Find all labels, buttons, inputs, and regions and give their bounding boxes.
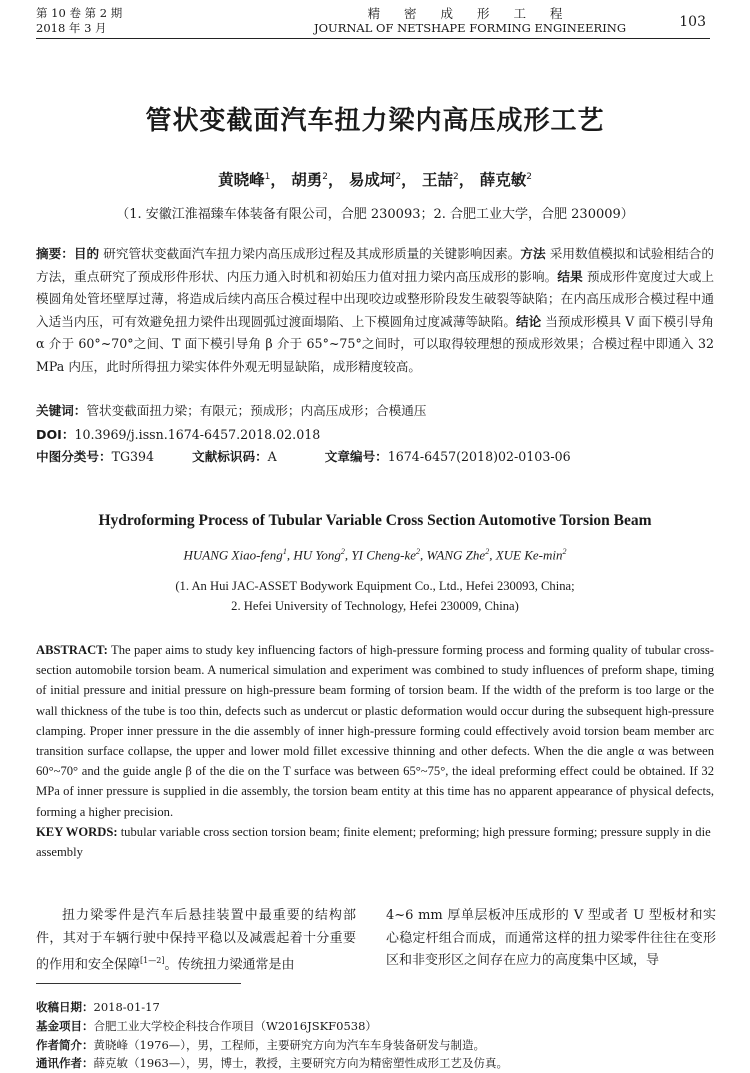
footnote-label: 基金项目： (36, 1019, 94, 1033)
footnote-label: 收稿日期： (36, 1000, 94, 1014)
journal-name-cn: 精 密 成 形 工 程 (367, 6, 573, 21)
author-affil-mark: 2 (340, 547, 345, 556)
affiliation-en-line-1: (1. An Hui JAC-ASSET Bodywork Equipment Co., Ltd., Hefei 230093, China; (175, 579, 575, 593)
keywords-en-label: KEY WORDS: (36, 825, 118, 839)
doc-code-value: A (267, 449, 277, 464)
author-name-en: XUE Ke-min (495, 547, 563, 563)
author-name: 胡勇 (291, 171, 323, 189)
body-text: 。传统扭力梁通常是由 (164, 957, 295, 973)
method-text: 采用数值模拟和试验相结合的方法，重点研究了预成形件形状、内压力通入时机和初始压力值对扭力梁内高压成形的影响。 (36, 246, 715, 284)
footnote-fund (36, 1018, 726, 1034)
author-name-en: HU Yong (293, 547, 341, 563)
footnote-label: 通讯作者： (36, 1056, 94, 1070)
body-text: 扭力梁零件是汽车后悬挂装置中最重要的结构部件，其对于车辆行驶中保持平稳以及减震起着十分重要的作用和安全保障 (36, 908, 356, 973)
citation-ref[interactable]: [1—2] (140, 956, 165, 965)
author-name: 易成坷 (348, 171, 396, 189)
author-name-en: WANG Zhe (426, 547, 486, 563)
clc-label: 中图分类号： (36, 449, 112, 464)
method-label: 方法 (520, 246, 546, 261)
author-affil-mark: 2 (395, 171, 402, 182)
author-affil-mark: 2 (562, 547, 567, 556)
abstract-label: 摘要： (36, 246, 74, 261)
footnote-rule (36, 983, 241, 984)
author-affil-mark: 1 (264, 171, 271, 182)
author-affil-mark: 1 (282, 547, 287, 556)
affiliation-cn: （1. 安徽江淮福臻车体装备有限公司，合肥 230093；2. 合肥工业大学，合肥 230009） (116, 207, 634, 222)
paper-title-en: Hydroforming Process of Tubular Variable Cross Section Automotive Torsion Beam (98, 512, 652, 529)
author-affil-mark: 2 (322, 171, 328, 182)
author-affil-mark: 2 (416, 547, 421, 556)
paper-title-cn: 管状变截面汽车扭力梁内高压成形工艺 (145, 106, 605, 136)
author-name: 薛克敏 (479, 171, 527, 189)
abstract-cn (36, 243, 714, 379)
footnote-text: 薛克敏（1963—），男，博士，教授，主要研究方向为精密塑性成形工艺及仿真。 (93, 1056, 509, 1070)
objective-text: 研究管状变截面汽车扭力梁内高压成形过程及其成形质量的关键影响因素。 (103, 246, 521, 261)
doc-code-label: 文献标识码： (192, 449, 268, 464)
running-header-left (36, 6, 122, 36)
doi-value[interactable]: 10.3969/j.issn.1674-6457.2018.02.018 (74, 427, 321, 442)
article-no-label: 文章编号： (324, 449, 388, 464)
author-name-en: HUANG Xiao-feng (183, 547, 283, 563)
footnote-author (36, 1037, 726, 1053)
affiliation-en-line-2: 2. Hefei University of Technology, Hefei 230009, China) (231, 599, 519, 613)
abstract-en (36, 640, 714, 822)
author-name: 王喆 (422, 171, 454, 189)
conclusion-text: 当预成形模具 V 面下模引导角 α 介于 60°~70°之间、T 面下模引导角 β 介于 65°~75°之间时，可以取得较理想的预成形效果；合模过程中即通入 32 MPa 内压，此时所得扭力梁实体件外观无明显缺陷，成形精度较高。 (36, 313, 715, 374)
clc-value: TG394 (111, 449, 155, 464)
author-list-cn: 黄晓峰$^1$， 胡勇$^2$， 易成坷$^2$， 王喆$^2$， 薛克敏$^2$ (218, 171, 532, 189)
keywords-text: 管状变截面扭力梁；有限元；预成形；内高压成形；合模通压 (86, 403, 427, 418)
body-column-left (36, 905, 356, 977)
author-affil-mark: 2 (453, 171, 459, 182)
abstract-en-text: The paper aims to study key influencing factors of high-pressure forming process and forming quality of tubular cross-section automobile torsion beam. A numerical simulation and experiment was combined to study influences of preform shape, timing of initial pressure and initial pressure on high-pressure beam forming of torsion beam. If the width of the preform is too large or the wall thickness of the tube is too thin, defects such as undercut or plastic deformation would occur during the subsequent high-pressure clamping. Proper inner pressure in the die assembly of inner high-pressure forming could effectively avoid torsion beam member arc transition surface collapse, the upper and lower mold fillet excessive thinning and other defects. When the die angle α was between 60°~70° and the guide angle β of the die on the T surface was between 65°~75°, the ideal preforming effect could be obtained. If 32 MPa of inner pressure is supplied in die assembly, the torsion beam entity at this time has no apparent appearance of physical defects, forming a higher precision. (36, 643, 714, 819)
author-affil-mark: 2 (485, 547, 490, 556)
abstract-en-label: ABSTRACT: (36, 643, 108, 657)
footnote-text: 合肥工业大学校企科技合作项目（W2016JSKF0538） (93, 1019, 377, 1033)
author-affil-mark: 2 (526, 171, 532, 182)
keywords-en-text: tubular variable cross section torsion beam; finite element; preforming; high pressure forming; pressure supply in die assembly (36, 825, 711, 860)
author-name-en: YI Cheng-ke (351, 547, 417, 563)
doi-label: DOI： (36, 427, 75, 442)
footnote-label: 作者简介： (36, 1038, 94, 1052)
volume-issue: 第 10 卷 第 2 期 (36, 6, 123, 20)
keywords-label: 关键词： (36, 403, 87, 418)
result-label: 结果 (557, 268, 583, 284)
conclusion-label: 结论 (515, 313, 542, 329)
classification-line (36, 446, 714, 465)
footnote-corresponding (36, 1055, 726, 1071)
journal-name-en: JOURNAL OF NETSHAPE FORMING ENGINEERING (313, 21, 627, 35)
objective-label: 目的 (73, 246, 100, 261)
footnote-text: 黄晓峰（1976—），男，工程师，主要研究方向为汽车车身装备研发与制造。 (93, 1038, 486, 1052)
article-no-value: 1674-6457(2018)02-0103-06 (387, 449, 571, 464)
running-header-center (300, 6, 640, 36)
page-number: 103 (679, 14, 706, 30)
header-rule (36, 38, 710, 39)
author-name: 黄晓峰 (218, 171, 265, 189)
author-list-en: HUANG Xiao-feng$^1$, HU Yong$^2$, YI Cheng-$ke^2$, WANG Zhe$^2$, XUE $Ke-\min^2$ (183, 547, 567, 563)
footnote-received (36, 999, 726, 1015)
footnote-text: 2018-01-17 (93, 1000, 160, 1014)
issue-date: 2018 年 3 月 (36, 21, 107, 35)
body-column-right: 4~6 mm 厚单层板冲压成形的 V 型或者 U 型板材和实心稳定杆组合而成，而通常这样的扭力梁零件往往在变形区和非变形区之间存在应力的高度集中区域，导 (386, 908, 716, 968)
keywords-cn (36, 400, 714, 419)
result-text: 预成形件宽度过大或上模圆角处管坯壁厚过薄，将造成后续内高压合模过程中出现咬边或整形阶段发生破裂等缺陷；在内高压成形合模过程中通入适当内压，可有效避免扭力梁件出现圆弧过渡面塌陷、上下模圆角过度减薄等缺陷。 (36, 268, 715, 329)
keywords-en (36, 822, 714, 862)
doi-line (36, 424, 714, 443)
